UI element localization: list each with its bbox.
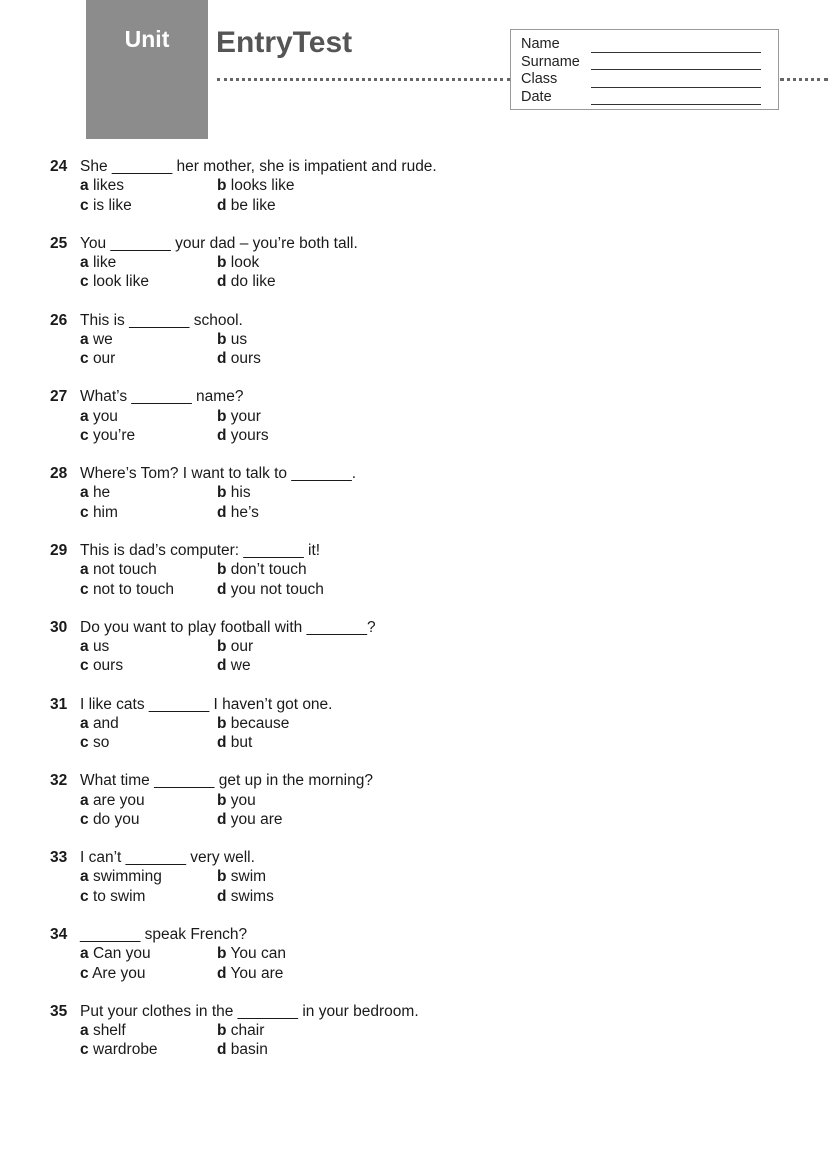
option-text: You can	[230, 945, 286, 963]
option-text: your	[230, 407, 261, 425]
option-text: and	[92, 714, 119, 732]
option-letter: c	[80, 964, 89, 982]
option-letter: a	[80, 561, 89, 579]
answer-option-a[interactable]	[80, 330, 113, 349]
option-text: you	[92, 407, 118, 425]
option-text: his	[230, 484, 251, 502]
question-stem: Do you want to play football with _______?	[80, 618, 376, 636]
question-25	[50, 234, 750, 292]
answer-option-c[interactable]	[80, 810, 139, 829]
answer-option-d[interactable]	[217, 810, 282, 829]
answer-option-c[interactable]	[80, 1040, 158, 1059]
option-letter: b	[217, 561, 227, 579]
option-text: wardrobe	[92, 1041, 158, 1059]
option-letter: c	[80, 887, 89, 905]
option-text: not touch	[92, 561, 157, 579]
answer-option-d[interactable]	[217, 1040, 268, 1059]
option-text: like	[92, 254, 117, 272]
answer-option-b[interactable]	[217, 176, 295, 195]
option-text: you are	[230, 810, 283, 828]
question-28	[50, 464, 750, 522]
date-label: Date	[521, 89, 552, 105]
option-letter: a	[80, 1022, 89, 1040]
option-text: do you	[92, 810, 140, 828]
option-letter: b	[217, 407, 227, 425]
option-text: chair	[230, 1022, 265, 1040]
option-letter: d	[217, 964, 227, 982]
option-letter: c	[80, 426, 89, 444]
option-letter: a	[80, 330, 89, 348]
answer-option-a[interactable]	[80, 791, 145, 810]
option-letter: d	[217, 350, 227, 368]
answer-option-b[interactable]	[217, 1021, 264, 1040]
option-letter: d	[217, 657, 227, 675]
student-info-box	[510, 29, 779, 110]
option-letter: c	[80, 657, 89, 675]
question-33	[50, 848, 750, 906]
question-32	[50, 771, 750, 829]
option-letter: d	[217, 503, 227, 521]
question-stem: This is _______ school.	[80, 311, 243, 329]
question-stem: What time _______ get up in the morning?	[80, 772, 373, 790]
option-text: but	[230, 734, 253, 752]
option-text: our	[230, 638, 254, 656]
class-field[interactable]	[591, 87, 761, 88]
option-letter: a	[80, 945, 89, 963]
option-letter: c	[80, 350, 89, 368]
option-letter: b	[217, 791, 227, 809]
answer-option-d[interactable]	[217, 196, 276, 215]
answer-option-d[interactable]	[217, 426, 269, 445]
option-text: do like	[230, 273, 276, 291]
option-text: is like	[92, 196, 132, 214]
option-letter: b	[217, 714, 227, 732]
option-letter: a	[80, 714, 89, 732]
option-letter: d	[217, 273, 227, 291]
option-letter: b	[217, 177, 227, 195]
question-number: 28	[50, 465, 68, 483]
question-number: 30	[50, 618, 68, 636]
question-stem: I can’t _______ very well.	[80, 849, 255, 867]
question-number: 33	[50, 849, 68, 867]
question-31	[50, 695, 750, 753]
option-text: swims	[230, 887, 274, 905]
question-number: 25	[50, 234, 68, 252]
answer-option-c[interactable]	[80, 503, 118, 522]
option-text: we	[92, 330, 113, 348]
answer-option-b[interactable]	[217, 714, 289, 733]
option-text: us	[92, 638, 110, 656]
answer-option-c[interactable]	[80, 196, 132, 215]
option-text: shelf	[92, 1022, 126, 1040]
answer-option-d[interactable]	[217, 964, 283, 983]
answer-option-a[interactable]	[80, 176, 124, 195]
answer-option-c[interactable]	[80, 733, 109, 752]
option-letter: d	[217, 810, 227, 828]
question-26	[50, 311, 750, 369]
option-text: swimming	[92, 868, 162, 886]
question-stem: You _______ your dad – you’re both tall.	[80, 234, 358, 252]
option-text: you	[230, 791, 256, 809]
option-text: so	[92, 734, 110, 752]
option-text: swim	[230, 868, 267, 886]
option-text: he	[92, 484, 111, 502]
option-text: him	[92, 503, 118, 521]
answer-option-d[interactable]	[217, 349, 261, 368]
answer-option-a[interactable]	[80, 714, 119, 733]
question-34	[50, 925, 750, 983]
option-text: basin	[230, 1041, 268, 1059]
title-dotted-rule-right	[780, 78, 828, 81]
option-letter: d	[217, 580, 227, 598]
option-letter: a	[80, 177, 89, 195]
question-stem: _______ speak French?	[80, 926, 248, 943]
option-letter: c	[80, 503, 89, 521]
unit-label: Unit	[124, 26, 170, 52]
option-text: look	[230, 254, 260, 272]
answer-option-b[interactable]	[217, 637, 253, 656]
question-29	[50, 541, 750, 599]
option-text: us	[230, 330, 248, 348]
name-field[interactable]	[591, 52, 761, 53]
option-letter: c	[80, 273, 89, 291]
question-stem: What’s _______ name?	[80, 388, 244, 406]
question-stem: This is dad’s computer: _______ it!	[80, 542, 321, 559]
option-letter: c	[80, 734, 89, 752]
surname-field[interactable]	[591, 69, 761, 70]
question-number: 26	[50, 311, 68, 329]
option-text: Are you	[92, 964, 146, 982]
option-letter: b	[217, 254, 227, 272]
option-letter: b	[217, 484, 227, 502]
answer-option-d[interactable]	[217, 580, 324, 599]
answer-option-a[interactable]	[80, 1021, 126, 1040]
option-text: looks like	[230, 177, 295, 195]
answer-option-b[interactable]	[217, 791, 256, 810]
option-text: likes	[92, 177, 124, 195]
question-number: 27	[50, 388, 68, 406]
option-letter: c	[80, 196, 89, 214]
option-text: ours	[92, 657, 124, 675]
option-text: look like	[92, 273, 149, 291]
question-number: 29	[50, 542, 68, 559]
question-stem: She _______ her mother, she is impatient and rude.	[80, 158, 437, 175]
answer-option-c[interactable]	[80, 349, 115, 368]
question-number: 32	[50, 772, 68, 790]
option-text: you’re	[92, 426, 136, 444]
answer-option-d[interactable]	[217, 503, 259, 522]
title-dotted-rule	[217, 78, 510, 81]
answer-option-d[interactable]	[217, 733, 252, 752]
question-number: 34	[50, 926, 68, 943]
answer-option-a[interactable]	[80, 560, 157, 579]
page-title: EntryTest	[216, 26, 353, 59]
option-letter: c	[80, 1041, 89, 1059]
option-letter: a	[80, 868, 89, 886]
date-field[interactable]	[591, 104, 761, 105]
answer-option-b[interactable]	[217, 944, 286, 963]
option-text: Can you	[92, 945, 151, 963]
answer-option-b[interactable]	[217, 407, 261, 426]
option-letter: b	[217, 638, 227, 656]
option-letter: a	[80, 638, 89, 656]
answer-option-c[interactable]	[80, 887, 145, 906]
option-text: you not touch	[230, 580, 324, 598]
answer-option-a[interactable]	[80, 867, 162, 886]
name-label: Name	[521, 36, 560, 52]
answer-option-b[interactable]	[217, 560, 307, 579]
option-letter: d	[217, 734, 227, 752]
option-letter: a	[80, 407, 89, 425]
option-letter: d	[217, 196, 227, 214]
option-text: our	[92, 350, 116, 368]
option-text: he’s	[230, 503, 259, 521]
option-letter: d	[217, 1041, 227, 1059]
answer-option-b[interactable]	[217, 867, 266, 886]
option-letter: b	[217, 945, 227, 963]
option-letter: b	[217, 868, 227, 886]
answer-option-b[interactable]	[217, 483, 251, 502]
option-text: to swim	[92, 887, 146, 905]
answer-option-d[interactable]	[217, 887, 274, 906]
question-stem: Where’s Tom? I want to talk to _______.	[80, 465, 357, 483]
answer-option-a[interactable]	[80, 253, 116, 272]
option-text: You are	[230, 964, 284, 982]
option-letter: d	[217, 887, 227, 905]
question-stem: Put your clothes in the _______ in your bedroom.	[80, 1002, 419, 1020]
option-text: not to touch	[92, 580, 174, 598]
option-text: are you	[92, 791, 145, 809]
answer-option-d[interactable]	[217, 272, 276, 291]
answer-option-c[interactable]	[80, 964, 146, 983]
option-letter: a	[80, 791, 89, 809]
option-text: we	[230, 657, 251, 675]
question-30	[50, 618, 750, 676]
answer-option-b[interactable]	[217, 253, 259, 272]
answer-option-d[interactable]	[217, 656, 251, 675]
class-label: Class	[521, 71, 558, 87]
option-text: don’t touch	[230, 561, 307, 579]
option-text: be like	[230, 196, 276, 214]
answer-option-a[interactable]	[80, 483, 110, 502]
option-letter: a	[80, 254, 89, 272]
answer-option-c[interactable]	[80, 580, 174, 599]
question-number: 24	[50, 158, 68, 175]
answer-option-a[interactable]	[80, 637, 109, 656]
answer-option-a[interactable]	[80, 407, 118, 426]
option-letter: d	[217, 426, 227, 444]
question-number: 31	[50, 695, 68, 713]
question-number: 35	[50, 1002, 68, 1020]
answer-option-c[interactable]	[80, 272, 149, 291]
option-text: ours	[230, 350, 261, 368]
question-27	[50, 387, 750, 445]
unit-box	[86, 0, 208, 139]
question-stem: I like cats _______ I haven’t got one.	[80, 695, 333, 713]
option-letter: b	[217, 330, 227, 348]
answer-option-c[interactable]	[80, 656, 123, 675]
option-letter: b	[217, 1022, 227, 1040]
option-letter: c	[80, 580, 89, 598]
question-35	[50, 1002, 750, 1060]
option-text: because	[230, 714, 290, 732]
option-letter: a	[80, 484, 89, 502]
surname-label: Surname	[521, 54, 580, 70]
answer-option-c[interactable]	[80, 426, 135, 445]
option-letter: c	[80, 810, 89, 828]
question-24	[50, 157, 750, 215]
answer-option-a[interactable]	[80, 944, 151, 963]
option-text: yours	[230, 426, 269, 444]
answer-option-b[interactable]	[217, 330, 247, 349]
